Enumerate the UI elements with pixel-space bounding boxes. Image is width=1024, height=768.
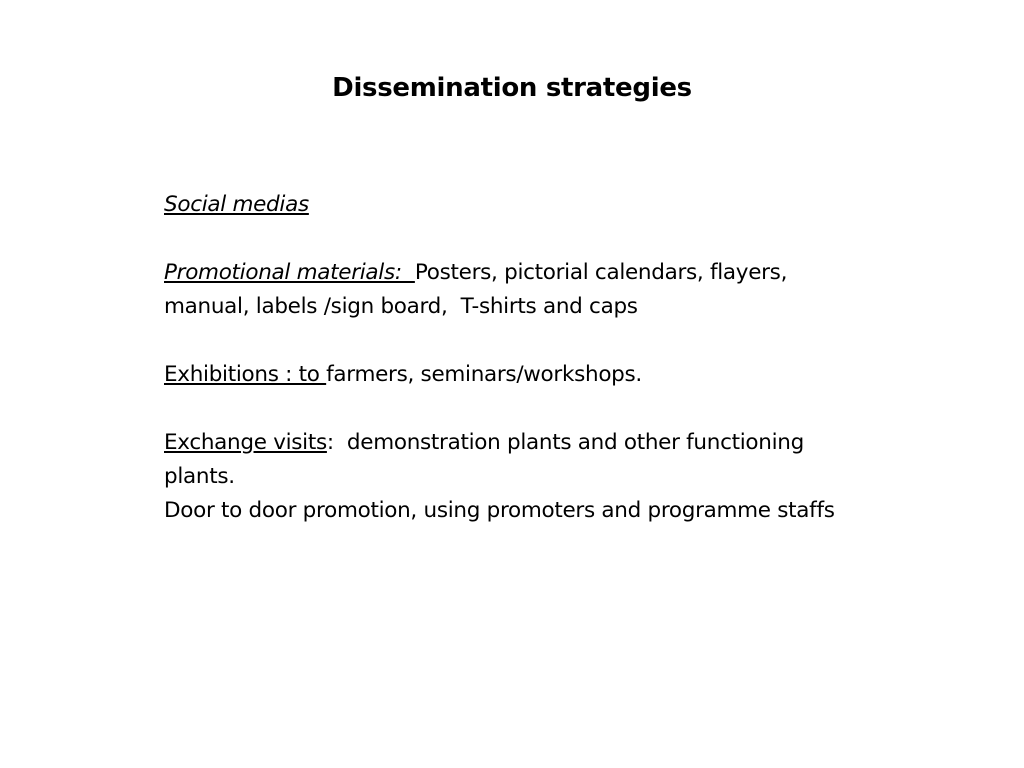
door-to-door-item xyxy=(164,494,964,528)
exhibitions-label: Exhibitions : to xyxy=(164,362,327,387)
promotional-materials-text-line1: Posters, pictorial calendars, flayers, xyxy=(414,260,788,285)
social-medias-label: Social medias xyxy=(164,192,309,217)
exhibitions-item xyxy=(164,358,964,392)
spacer xyxy=(164,392,964,426)
social-medias-item xyxy=(164,188,964,222)
exhibitions-text: farmers, seminars/workshops. xyxy=(326,362,642,387)
exchange-visits-label: Exchange visits xyxy=(164,430,327,455)
exchange-visits-item xyxy=(164,426,964,494)
door-to-door-text: Door to door promotion, using promoters and programme staffs xyxy=(164,498,835,523)
promotional-materials-label: Promotional materials: xyxy=(164,260,415,285)
spacer xyxy=(164,222,964,256)
exchange-visits-text-line2: plants. xyxy=(164,464,235,489)
exchange-visits-text-line1: : demonstration plants and other functioning xyxy=(326,430,804,455)
slide-body xyxy=(164,188,964,528)
promotional-materials-item xyxy=(164,256,964,324)
slide-title: Dissemination strategies xyxy=(332,73,692,103)
promotional-materials-text-line2: manual, labels /sign board, T-shirts and caps xyxy=(164,294,638,319)
spacer xyxy=(164,324,964,358)
